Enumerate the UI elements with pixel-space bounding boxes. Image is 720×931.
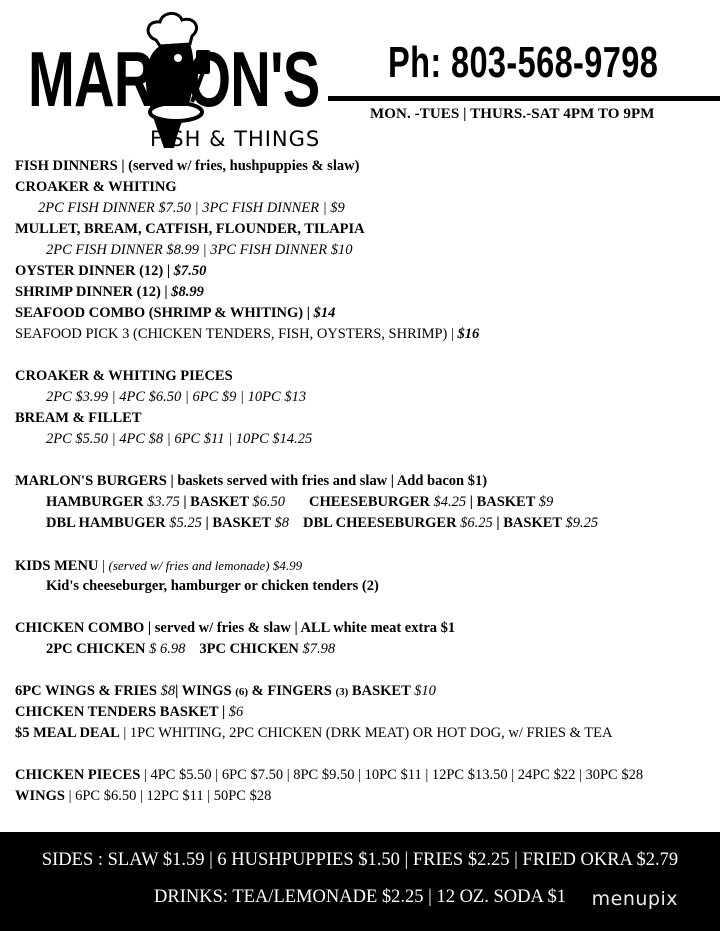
fish-dinners-heading: FISH DINNERS | (served w/ fries, hushpuppies & slaw) (15, 158, 360, 174)
burgers-row-1: HAMBURGER $3.75 | BASKET $6.50 CHEESEBURGER $4.25 | BASKET $9 (46, 494, 554, 510)
logo-title: MARLON'S (28, 35, 320, 123)
croaker-whiting-prices: 2PC FISH DINNER $7.50 | 3PC FISH DINNER | $9 (38, 200, 345, 216)
restaurant-logo (28, 10, 328, 155)
mullet-prices: 2PC FISH DINNER $8.99 | 3PC FISH DINNER $10 (46, 242, 353, 258)
mullet-item: MULLET, BREAM, CATFISH, FLOUNDER, TILAPIA (15, 221, 365, 237)
kids-menu-heading: KIDS MENU | (served w/ fries and lemonade) $4.99 (15, 558, 303, 574)
chicken-combo-heading: CHICKEN COMBO | served w/ fries & slaw | ALL white meat extra $1 (15, 620, 456, 636)
meal-deal-item: $5 MEAL DEAL | 1PC WHITING, 2PC CHICKEN (DRK MEAT) OR HOT DOG, w/ FRIES & TEA (15, 725, 613, 741)
menu-list (15, 156, 715, 807)
croaker-pieces-prices: 2PC $3.99 | 4PC $6.50 | 6PC $9 | 10PC $13 (46, 389, 307, 405)
seafood-pick3-item: SEAFOOD PICK 3 (CHICKEN TENDERS, FISH, OYSTERS, SHRIMP) | $16 (15, 326, 480, 342)
shrimp-dinner-item: SHRIMP DINNER (12) | $8.99 (15, 284, 204, 300)
drinks-line: DRINKS: TEA/LEMONADE $2.25 | 12 OZ. SODA $1 (154, 887, 566, 907)
business-hours: MON. -TUES | THURS.-SAT 4PM TO 9PM (370, 106, 655, 122)
chicken-pieces-item: CHICKEN PIECES | 4PC $5.50 | 6PC $7.50 | 8PC $9.50 | 10PC $11 | 12PC $13.50 | 24PC $22 | 30PC $28 (15, 767, 644, 783)
croaker-pieces-heading: CROAKER & WHITING PIECES (15, 368, 233, 384)
phone-number: Ph: 803-568-9798 (388, 38, 659, 87)
seafood-combo-item: SEAFOOD COMBO (SHRIMP & WHITING) | $14 (15, 305, 336, 321)
bream-fillet-heading: BREAM & FILLET (15, 410, 142, 426)
chicken-tenders-item: CHICKEN TENDERS BASKET | $6 (15, 704, 244, 720)
sides-line: SIDES : SLAW $1.59 | 6 HUSHPUPPIES $1.50 | FRIES $2.25 | FRIED OKRA $2.79 (41, 850, 679, 870)
wings-fries-item: 6PC WINGS & FRIES $8| WINGS (6) & FINGERS (3) BASKET $10 (15, 683, 436, 699)
oyster-dinner-item: OYSTER DINNER (12) | $7.50 (15, 263, 207, 279)
kids-menu-items: Kid's cheeseburger, hamburger or chicken tenders (2) (46, 578, 379, 594)
menupix-watermark: menupix (591, 888, 678, 910)
burgers-row-2: DBL HAMBUGER $5.25 | BASKET $8 DBL CHEESEBURGER $6.25 | BASKET $9.25 (46, 515, 599, 531)
chicken-combo-prices: 2PC CHICKEN $ 6.98 3PC CHICKEN $7.98 (46, 641, 336, 657)
header-divider (328, 96, 720, 101)
bream-fillet-prices: 2PC $5.50 | 4PC $8 | 6PC $11 | 10PC $14.25 (46, 431, 313, 447)
sides-drinks-footer (0, 832, 720, 931)
logo-subtitle: FISH & THINGS (150, 127, 321, 151)
wings-pieces-item: WINGS | 6PC $6.50 | 12PC $11 | 50PC $28 (15, 788, 272, 804)
croaker-whiting-item: CROAKER & WHITING (15, 179, 177, 195)
burgers-heading: MARLON'S BURGERS | baskets served with fries and slaw | Add bacon $1) (15, 473, 488, 489)
